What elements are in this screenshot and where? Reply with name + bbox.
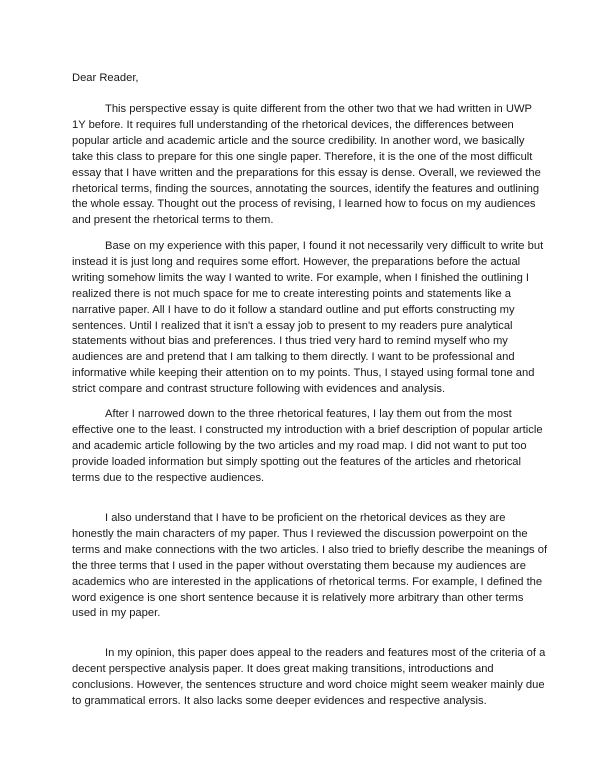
paragraph-line: take this class to prepare for this one single paper. Therefore, it is the one of the most difficult	[72, 150, 533, 163]
paragraph-line: terms and make connections with the two articles. I also tried to briefly describe the meanings of	[72, 543, 548, 556]
paragraph-line: strict compare and contrast structure following with evidences and analysis.	[72, 383, 446, 396]
paragraph-4	[72, 511, 547, 622]
paragraph-line: This perspective essay is quite different from the other two that we had written in UWP	[105, 103, 532, 115]
paragraph-line: to grammatical errors. It also lacks some deeper evidences and respective analysis.	[72, 694, 487, 707]
paragraph-line: instead it is just long and requires some effort. However, the preparations before the actual	[72, 255, 521, 268]
paragraph-1	[72, 102, 541, 229]
paragraph-line: sentences. Until I realized that it isn't a essay job to present to my readers pure analytical	[72, 319, 513, 332]
paragraph-line: effective one to the least. I constructed my introduction with a brief description of popular article	[72, 423, 543, 436]
paragraph-line: I also understand that I have to be proficient on the rhetorical devices as they are	[105, 512, 506, 524]
paragraph-line: conclusions. However, the sentences structure and word choice might seem weaker mainly due	[72, 678, 545, 691]
paragraph-line: the whole essay. Thought out the process of revising, I learned how to focus on my audiences	[72, 198, 536, 211]
paragraph-line: In my opinion, this paper does appeal to the readers and features most of the criteria of a	[105, 647, 546, 659]
paragraph-line: popular article and academic article and the source credibility. In another word, we basically	[72, 134, 525, 147]
paragraph-line: audiences are and pretend that I am talking to them directly. I want to be professional and	[72, 351, 515, 364]
paragraph-2	[72, 239, 543, 398]
paragraph-line: narrative paper. All I have to do it follow a standard outline and put efforts constructing my	[72, 303, 515, 316]
paragraph-line: used in my paper.	[72, 607, 161, 620]
salutation: Dear Reader,	[72, 72, 139, 84]
paragraph-line: terms due to the respective audiences.	[72, 471, 265, 484]
paragraph-line: essay that I have written and the preparations for this essay is dense. Overall, we reviewed the	[72, 166, 541, 179]
paragraph-line: and present the rhetorical terms to them.	[72, 214, 274, 227]
paragraph-line: and academic article following by the two articles and my road map. I did not want to put too	[72, 439, 527, 452]
paragraph-line: After I narrowed down to the three rhetorical features, I lay them out from the most	[105, 408, 512, 420]
paragraph-line: word exigence is one short sentence because it is relatively more arbitrary than other terms	[72, 591, 524, 604]
paragraph-3	[72, 407, 543, 487]
paragraph-line: decent perspective analysis paper. It does great making transitions, introductions and	[72, 662, 494, 675]
paragraph-line: realized there is not much space for me to create interesting points and statements like a	[72, 287, 512, 300]
paragraph-line: statements without bias and preferences. I thus tried very hard to remind myself who my	[72, 335, 508, 348]
paragraph-line: informative while keeping their attention on to my points. Thus, I stayed using formal tone and	[72, 367, 535, 380]
paragraph-line: academics who are interested in the applications of rhetorical terms. For example, I defined the	[72, 575, 543, 588]
paragraph-line: the three terms that I used in the paper without overstating them because my audiences are	[72, 559, 526, 572]
paragraph-5	[72, 646, 545, 710]
paragraph-line: 1Y before. It requires full understanding of the rhetorical devices, the differences between	[72, 118, 514, 131]
paragraph-line: provide loaded information but simply spotting out the features of the articles and rhetorical	[72, 455, 521, 468]
paragraph-line: honestly the main characters of my paper. Thus I reviewed the discussion powerpoint on the	[72, 527, 528, 540]
paragraph-line: rhetorical terms, finding the sources, annotating the sources, identify the features and outlining	[72, 182, 540, 195]
paragraph-line: writing somehow limits the way I wanted to write. For example, when I finished the outlining I	[72, 271, 530, 284]
paragraph-line: Base on my experience with this paper, I found it not necessarily very difficult to write but	[105, 240, 544, 252]
